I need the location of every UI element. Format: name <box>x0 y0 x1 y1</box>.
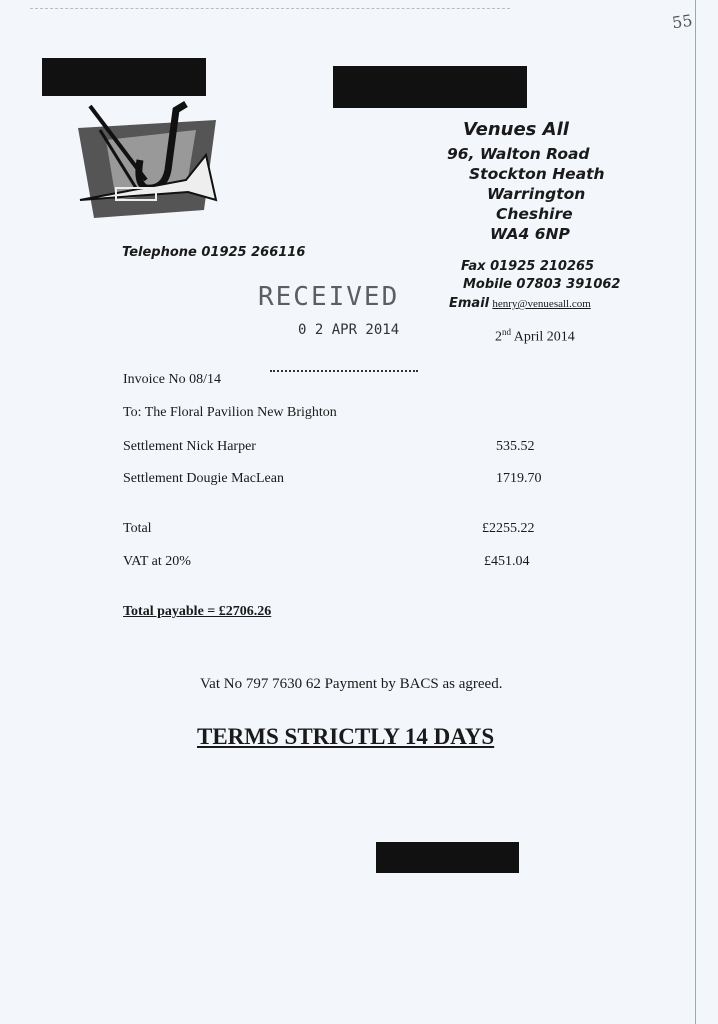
invoice-recipient: To: The Floral Pavilion New Brighton <box>123 405 337 420</box>
line-item-label: Settlement Nick Harper <box>123 439 256 454</box>
redaction-box <box>333 66 527 108</box>
redaction-box <box>376 842 519 873</box>
email-row <box>449 295 591 311</box>
total-amount: £2255.22 <box>482 521 535 536</box>
telephone: Telephone 01925 266116 <box>122 245 306 260</box>
address-line: Stockton Heath <box>469 165 605 183</box>
address-line: Cheshire <box>496 205 573 223</box>
email-link[interactable]: henry@venuesall.com <box>492 298 591 310</box>
scan-edge <box>30 8 510 9</box>
address-line: 96, Walton Road <box>447 145 590 163</box>
total-label: Total <box>123 521 152 536</box>
date-rest: April 2014 <box>511 329 575 345</box>
line-item-amount: 1719.70 <box>496 471 542 486</box>
music-instruments-logo <box>76 100 226 218</box>
page-edge-line <box>695 0 696 1024</box>
stamp-date: 0 2 APR 2014 <box>298 322 400 338</box>
company-name: Venues All <box>463 119 569 140</box>
invoice-number: Invoice No 08/14 <box>123 372 221 387</box>
vat-label: VAT at 20% <box>123 554 191 569</box>
total-payable: Total payable = £2706.26 <box>123 604 272 619</box>
line-item-label: Settlement Dougie MacLean <box>123 471 284 486</box>
received-stamp <box>258 280 423 346</box>
page-number-handwritten: 55 <box>670 10 694 33</box>
perforation-mark <box>270 370 418 372</box>
line-item-amount: 535.52 <box>496 439 535 454</box>
stamp-word: RECEIVED <box>258 282 400 312</box>
vat-amount: £451.04 <box>484 554 530 569</box>
mobile: Mobile 07803 391062 <box>463 277 621 292</box>
date-day: 2 <box>495 329 502 345</box>
vat-payment-note: Vat No 797 7630 62 Payment by BACS as agreed. <box>200 676 503 692</box>
date-suffix: nd <box>502 327 511 337</box>
address-line: Warrington <box>487 185 586 203</box>
payment-terms: TERMS STRICTLY 14 DAYS <box>197 724 495 749</box>
invoice-date <box>495 327 575 346</box>
redaction-box <box>42 58 206 96</box>
address-line: WA4 6NP <box>490 225 570 243</box>
fax: Fax 01925 210265 <box>461 259 595 274</box>
email-label: Email <box>449 296 490 311</box>
